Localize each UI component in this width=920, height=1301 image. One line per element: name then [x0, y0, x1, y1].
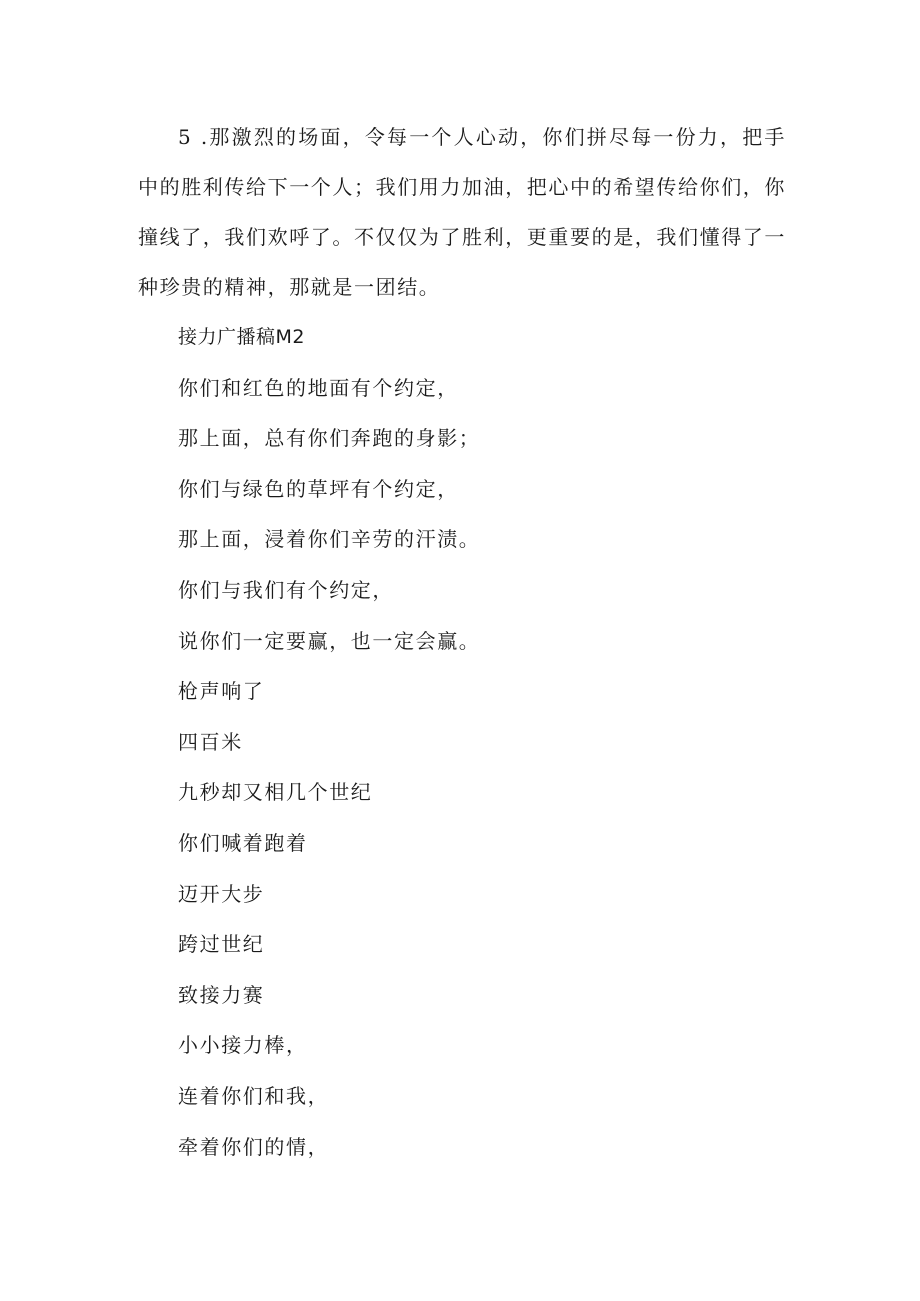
section-heading: 接力广播稿M2 — [178, 326, 305, 348]
text-line: 九秒却又相几个世纪 — [178, 780, 373, 805]
text-line: 说你们一定要赢，也一定会赢。 — [178, 628, 481, 653]
text-line: 那上面，总有你们奔跑的身影； — [178, 426, 481, 451]
text-line: 迈开大步 — [178, 881, 265, 906]
broadcast-lines — [178, 312, 480, 1172]
text-line: 连着你们和我， — [178, 1083, 330, 1108]
text-line: 四百米 — [178, 729, 243, 754]
text-line: 你们与绿色的草坪有个约定， — [178, 476, 459, 501]
intro-paragraph: 5 .那激烈的场面，令每一个人心动，你们拼尽每一份力，把手中的胜利传给下一个人；我们用力加油，把心中的希望传给你们，你撞线了，我们欢呼了。不仅仅为了胜利，更重要的是，我们懂得了一种珍贵的精神，那就是一团结。 — [138, 125, 786, 299]
text-line: 枪声响了 — [178, 679, 265, 704]
text-line: 你们和红色的地面有个约定， — [178, 375, 459, 400]
text-line: 牵着你们的情， — [178, 1134, 330, 1159]
text-line: 跨过世纪 — [178, 932, 265, 957]
text-line: 小小接力棒， — [178, 1033, 308, 1058]
text-line: 你们与我们有个约定， — [178, 577, 394, 602]
text-line: 那上面，浸着你们辛劳的汗渍。 — [178, 527, 481, 552]
text-line: 你们喊着跑着 — [178, 830, 308, 855]
text-line: 致接力赛 — [178, 982, 265, 1007]
